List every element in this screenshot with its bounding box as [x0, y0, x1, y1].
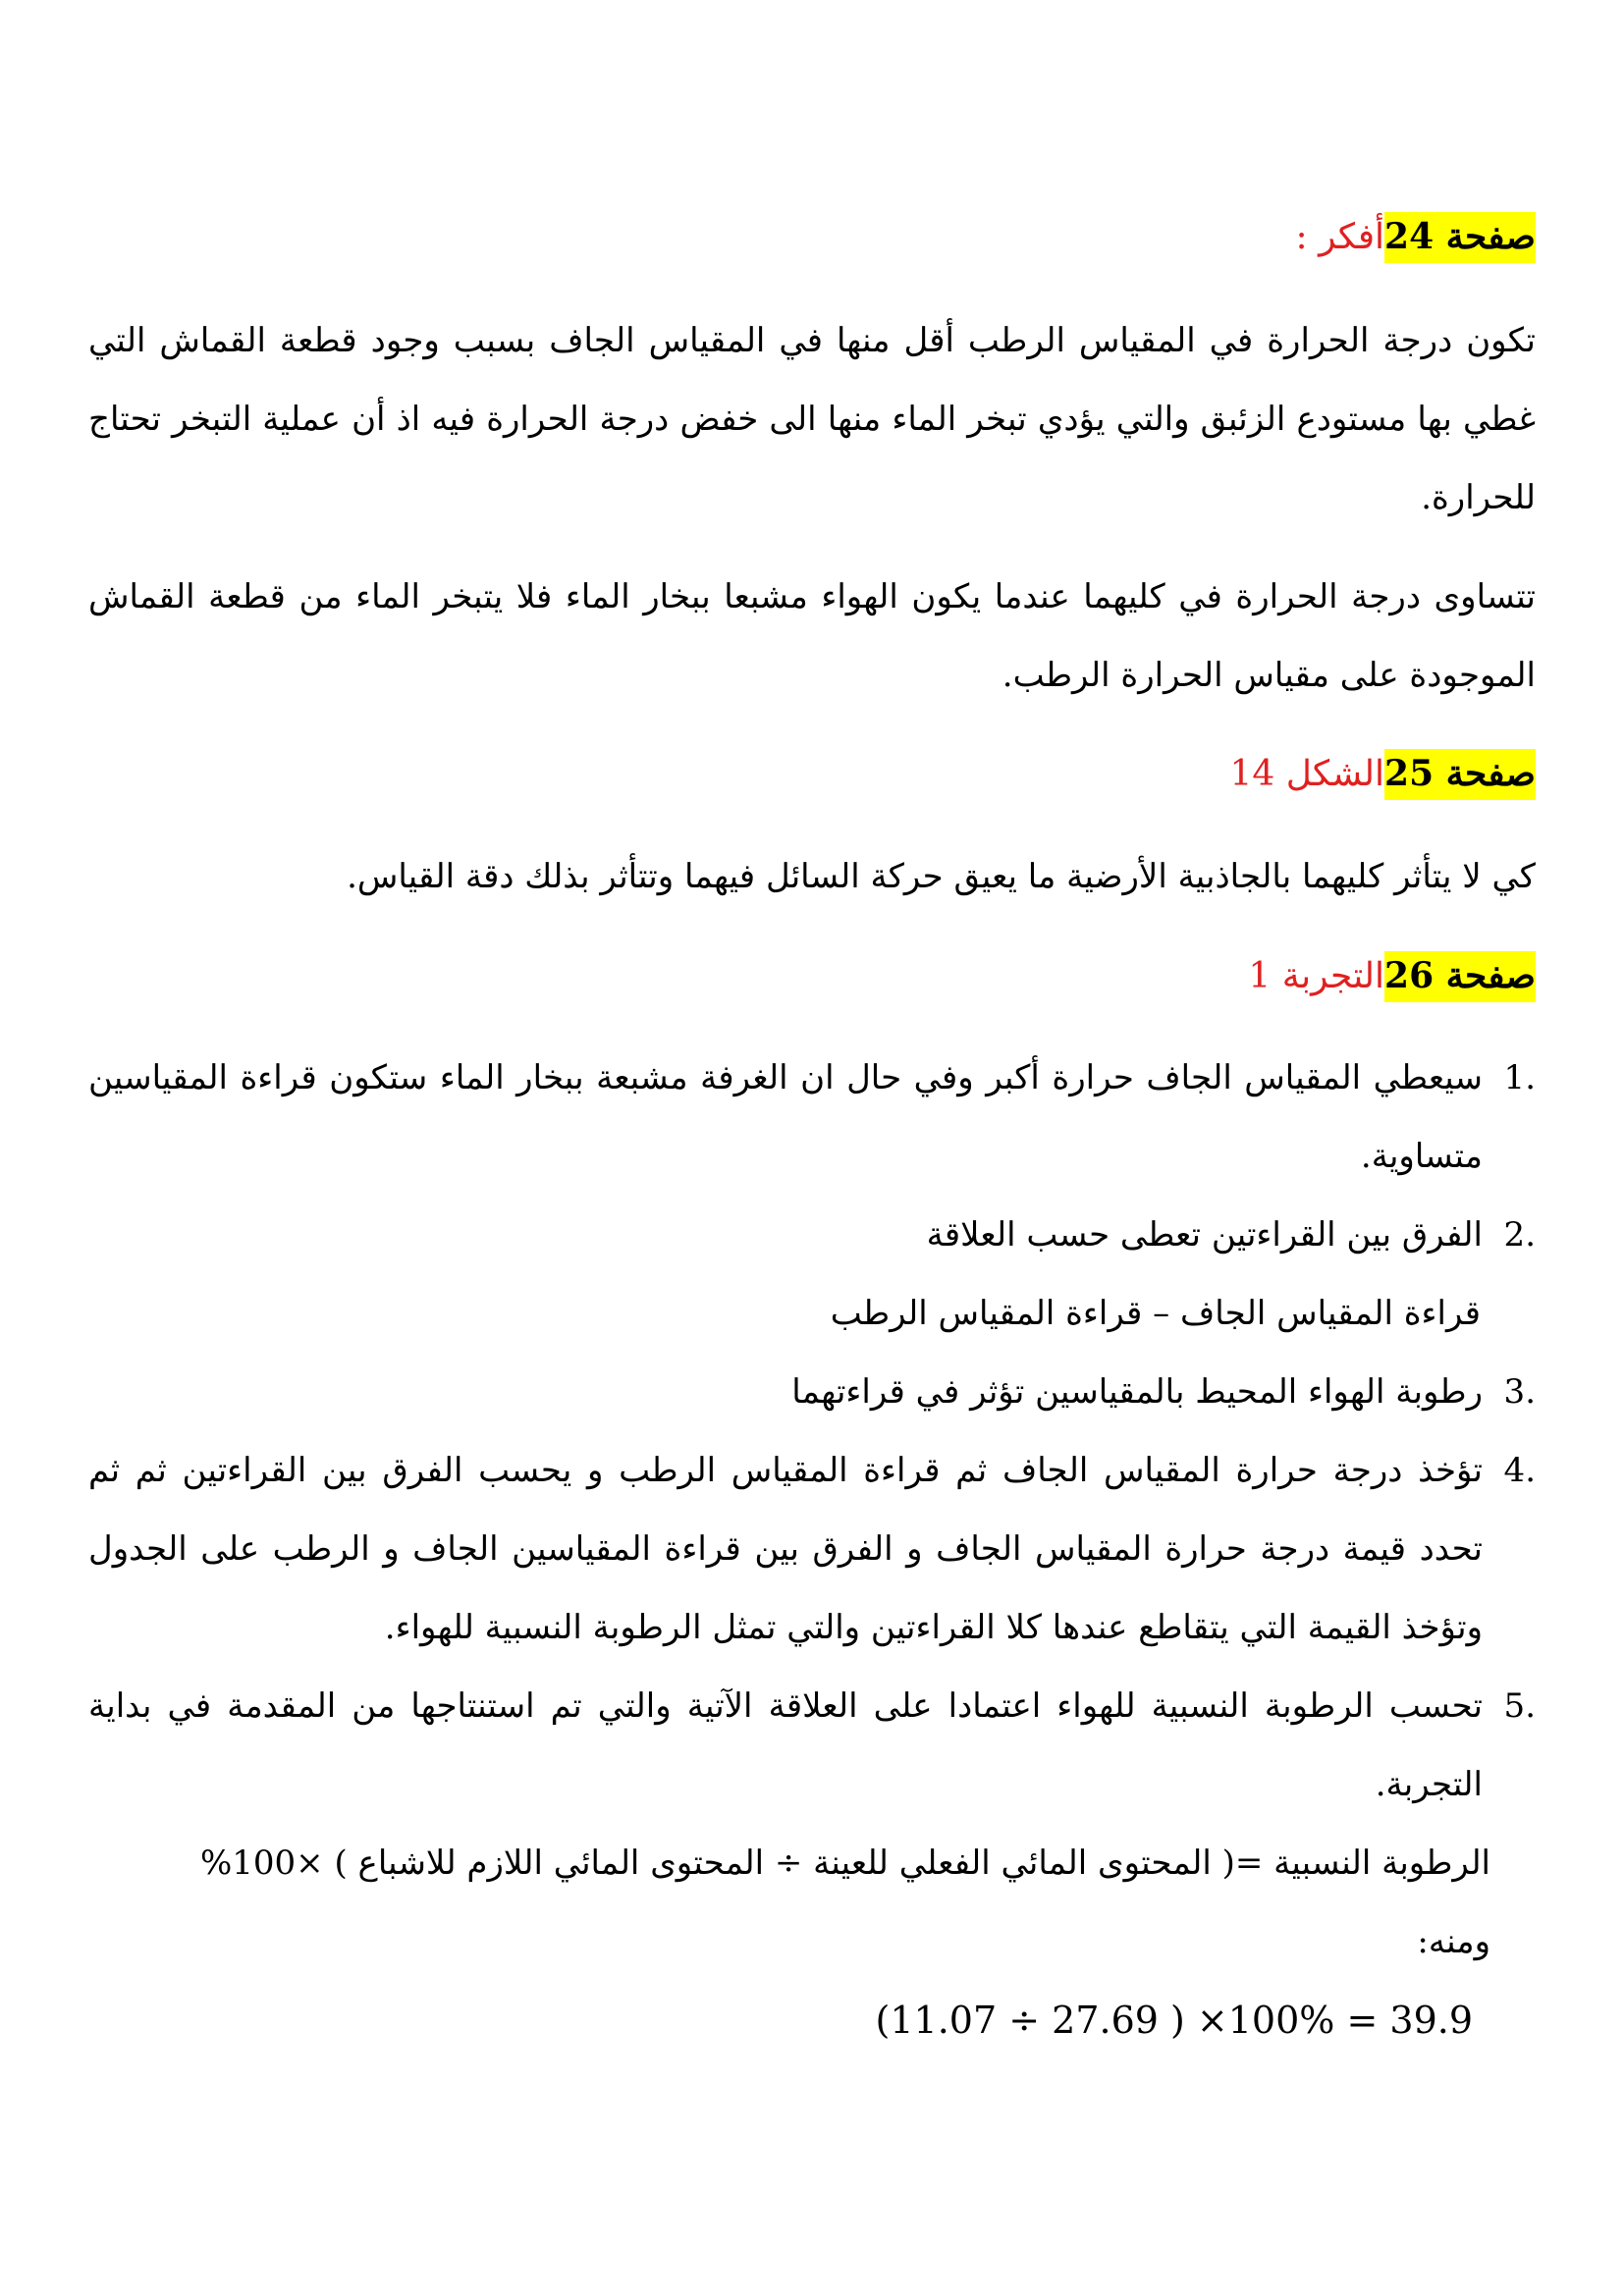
list-item-number: .3 [1503, 1372, 1536, 1412]
relative-humidity-formula: الرطوبة النسبية =( المحتوى المائي الفعلي للعينة ÷ المحتوى المائي اللازم للاشباع ) ×100% [199, 1843, 1490, 1883]
page-label: صفحة 26 [1384, 951, 1536, 1002]
calculation-result: (11.07 ÷ 27.69 ) ×100% = 39.9 [875, 1999, 1473, 2042]
list-item-text: رطوبة الهواء المحيط بالمقياسين تؤثر في قراءتهما [791, 1372, 1483, 1412]
section-title: التجربة 1 [1248, 956, 1385, 996]
page-label: صفحة 24 [1384, 212, 1536, 263]
list-item-text: الفرق بين القراءتين تعطى حسب العلاقة [926, 1215, 1483, 1255]
list-item-text: سيعطي المقياس الجاف حرارة أكبر وفي حال ان الغرفة مشبعة ببخار الماء ستكون قراءة المقياسين متساوية. [88, 1058, 1483, 1176]
list-item [88, 1353, 1536, 1431]
paragraph-equal-temperature: تتساوى درجة الحرارة في كليهما عندما يكون الهواء مشبعا ببخار الماء فلا يتبخر الماء من قطعة القماش الموجودة على مقياس الحرارة الرطب. [88, 577, 1536, 695]
page-label: صفحة 25 [1384, 749, 1536, 800]
section-title: أفكر : [1295, 217, 1385, 257]
list-item [88, 1039, 1536, 1196]
hence-label: ومنه: [1417, 1922, 1490, 1961]
paragraph-wet-thermometer: تكون درجة الحرارة في المقياس الرطب أقل منها في المقياس الجاف بسبب وجود قطعة القماش التي غطي بها مستودع الزئبق والتي يؤدي تبخر الماء منها الى خفض درجة الحرارة فيه اذ أن عملية التبخر تحتاج للحرارة. [88, 321, 1536, 517]
relation-text: قراءة المقياس الجاف – قراءة المقياس الرطب [830, 1294, 1481, 1333]
list-item-text: تؤخذ درجة حرارة المقياس الجاف ثم قراءة المقياس الرطب و يحسب الفرق بين القراءتين ثم ثم تحدد قيمة درجة حرارة المقياس الجاف و الفرق بين قراءة المقياسين الجاف و الرطب على الجدول وتؤخذ القيمة التي يتقاطع عندها كلا القراءتين والتي تمثل الرطوبة النسبية للهواء. [88, 1451, 1483, 1647]
list-item-number: .1 [1503, 1058, 1536, 1097]
paragraph-gravity: كي لا يتأثر كليهما بالجاذبية الأرضية ما يعيق حركة السائل فيهما وتتأثر بذلك دقة القياس. [347, 857, 1536, 896]
section-title: الشكل 14 [1229, 754, 1385, 794]
list-item-number: .4 [1503, 1451, 1536, 1490]
list-item-number: .5 [1503, 1686, 1536, 1726]
list-item-number: .2 [1503, 1215, 1536, 1255]
list-item [88, 1196, 1536, 1274]
list-item-text: تحسب الرطوبة النسبية للهواء اعتمادا على العلاقة الآتية والتي تم استنتاجها من المقدمة في بداية التجربة. [88, 1686, 1483, 1804]
section-heading-page-24 [1296, 208, 1537, 266]
section-heading-page-26 [1248, 947, 1536, 1005]
list-item [88, 1667, 1536, 1824]
section-heading-page-25 [1230, 745, 1536, 803]
list-item [88, 1431, 1536, 1667]
